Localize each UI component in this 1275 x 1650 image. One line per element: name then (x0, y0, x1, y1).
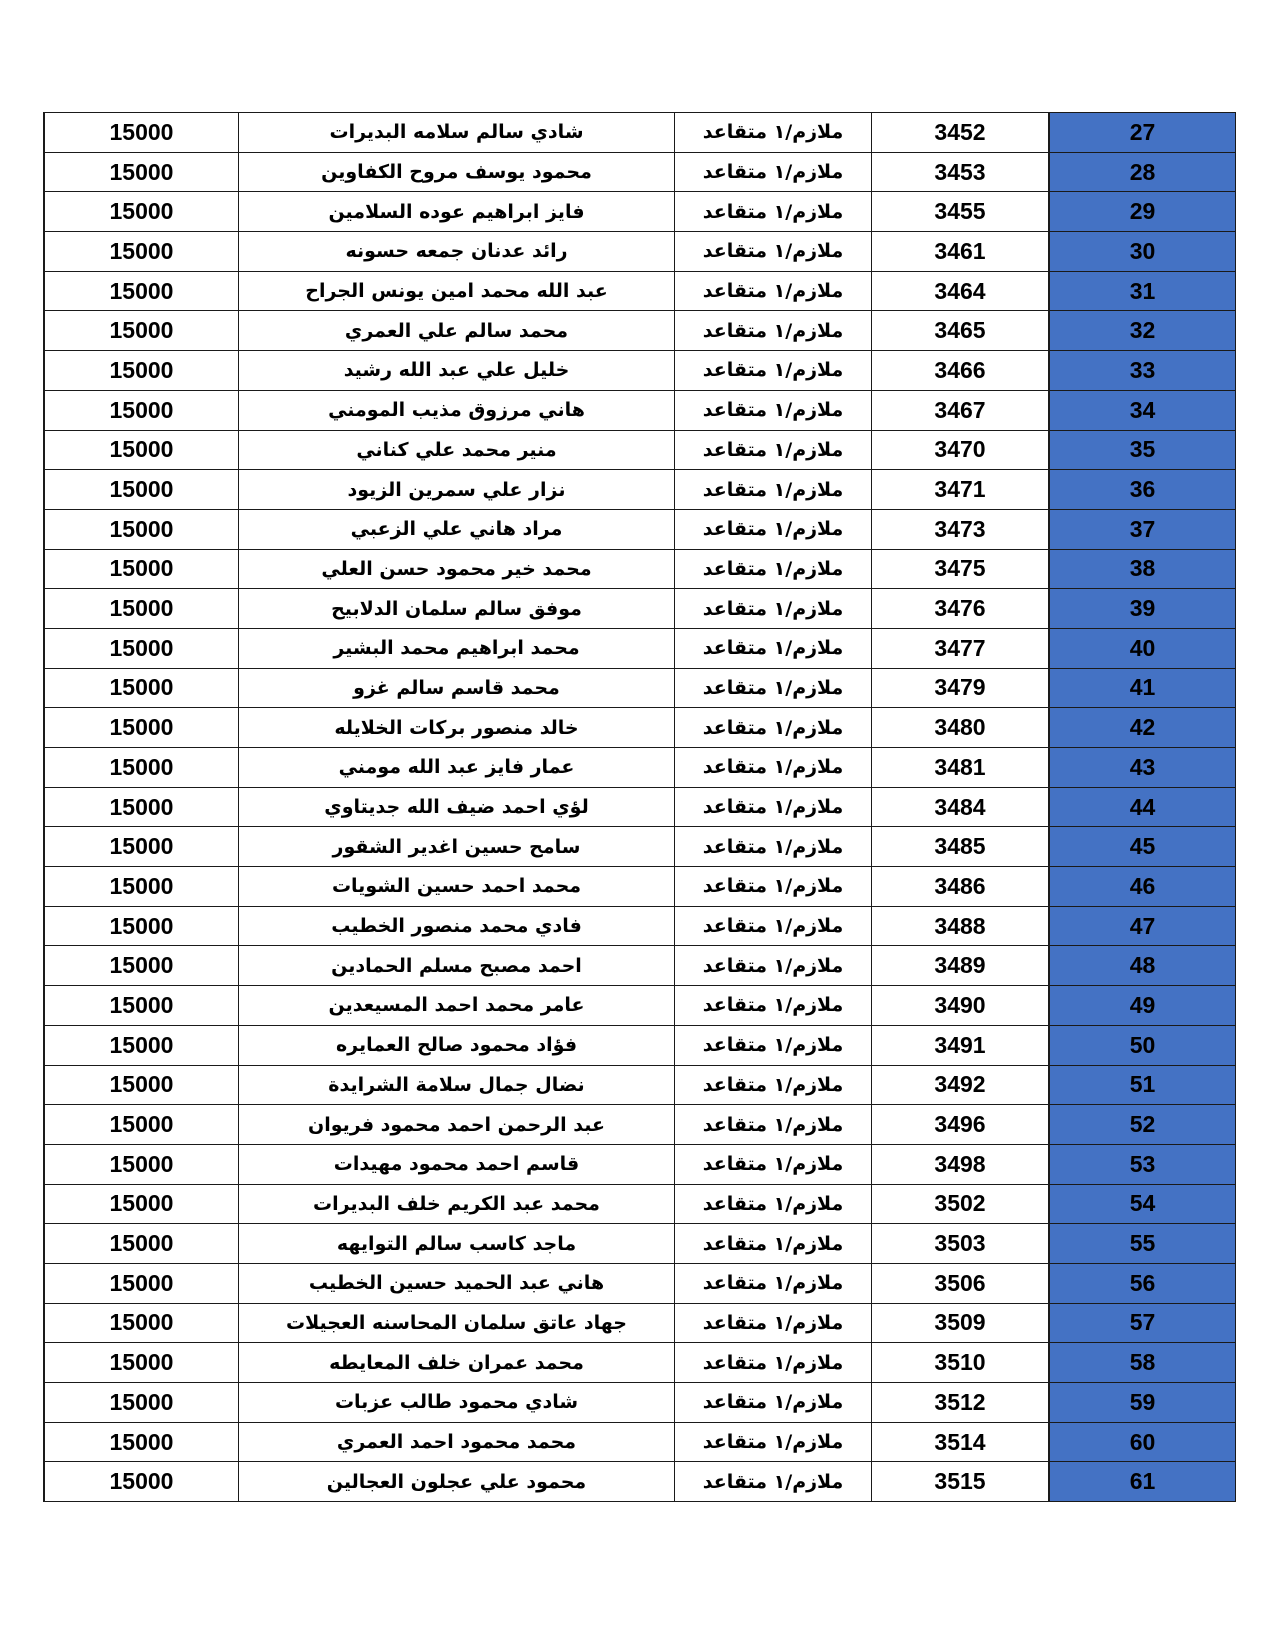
amount-cell: 15000 (44, 986, 239, 1026)
military-number-cell: 3473 (872, 509, 1050, 549)
amount-cell: 15000 (44, 1105, 239, 1145)
table-row (44, 311, 1236, 351)
name-cell: خالد منصور بركات الخلايله (239, 708, 675, 748)
name-cell: عمار فايز عبد الله مومني (239, 748, 675, 788)
rank-cell: ملازم/١ متقاعد (675, 271, 872, 311)
military-number-cell: 3466 (872, 351, 1050, 391)
amount-cell: 15000 (44, 470, 239, 510)
name-cell: محمد سالم علي العمري (239, 311, 675, 351)
rank-cell: ملازم/١ متقاعد (675, 192, 872, 232)
name-cell: محمد محمود احمد العمري (239, 1422, 675, 1462)
name-cell: نزار علي سمرين الزيود (239, 470, 675, 510)
military-number-cell: 3490 (872, 986, 1050, 1026)
table-row (44, 351, 1236, 391)
rank-cell: ملازم/١ متقاعد (675, 748, 872, 788)
table-row (44, 1184, 1236, 1224)
sequence-number-cell: 55 (1049, 1224, 1236, 1264)
rank-cell: ملازم/١ متقاعد (675, 708, 872, 748)
sequence-number-cell: 31 (1049, 271, 1236, 311)
amount-cell: 15000 (44, 748, 239, 788)
military-number-cell: 3502 (872, 1184, 1050, 1224)
name-cell: رائد عدنان جمعه حسونه (239, 232, 675, 272)
rank-cell: ملازم/١ متقاعد (675, 1224, 872, 1264)
table-row (44, 906, 1236, 946)
amount-cell: 15000 (44, 1383, 239, 1423)
rank-cell: ملازم/١ متقاعد (675, 827, 872, 867)
amount-cell: 15000 (44, 787, 239, 827)
military-number-cell: 3481 (872, 748, 1050, 788)
amount-cell: 15000 (44, 152, 239, 192)
table-row (44, 867, 1236, 907)
military-number-cell: 3484 (872, 787, 1050, 827)
table-row (44, 1422, 1236, 1462)
rank-cell: ملازم/١ متقاعد (675, 1025, 872, 1065)
name-cell: قاسم احمد محمود مهيدات (239, 1144, 675, 1184)
rank-cell: ملازم/١ متقاعد (675, 549, 872, 589)
table-row (44, 152, 1236, 192)
table-row (44, 271, 1236, 311)
amount-cell: 15000 (44, 1263, 239, 1303)
name-cell: ماجد كاسب سالم التوايهه (239, 1224, 675, 1264)
military-number-cell: 3480 (872, 708, 1050, 748)
amount-cell: 15000 (44, 390, 239, 430)
table-row (44, 589, 1236, 629)
name-cell: احمد مصبح مسلم الحمادين (239, 946, 675, 986)
sequence-number-cell: 61 (1049, 1462, 1236, 1502)
name-cell: محمد قاسم سالم غزو (239, 668, 675, 708)
rank-cell: ملازم/١ متقاعد (675, 1065, 872, 1105)
rank-cell: ملازم/١ متقاعد (675, 628, 872, 668)
military-number-cell: 3486 (872, 867, 1050, 907)
sequence-number-cell: 35 (1049, 430, 1236, 470)
amount-cell: 15000 (44, 509, 239, 549)
table-row (44, 787, 1236, 827)
rank-cell: ملازم/١ متقاعد (675, 1462, 872, 1502)
name-cell: لؤي احمد ضيف الله جديتاوي (239, 787, 675, 827)
table-row (44, 430, 1236, 470)
amount-cell: 15000 (44, 311, 239, 351)
amount-cell: 15000 (44, 1462, 239, 1502)
sequence-number-cell: 32 (1049, 311, 1236, 351)
sequence-number-cell: 37 (1049, 509, 1236, 549)
amount-cell: 15000 (44, 1025, 239, 1065)
rank-cell: ملازم/١ متقاعد (675, 232, 872, 272)
amount-cell: 15000 (44, 1144, 239, 1184)
military-number-cell: 3498 (872, 1144, 1050, 1184)
rank-cell: ملازم/١ متقاعد (675, 152, 872, 192)
sequence-number-cell: 51 (1049, 1065, 1236, 1105)
sequence-number-cell: 30 (1049, 232, 1236, 272)
rank-cell: ملازم/١ متقاعد (675, 1303, 872, 1343)
table-row (44, 628, 1236, 668)
name-cell: فادي محمد منصور الخطيب (239, 906, 675, 946)
military-number-cell: 3506 (872, 1263, 1050, 1303)
rank-cell: ملازم/١ متقاعد (675, 1144, 872, 1184)
military-number-cell: 3470 (872, 430, 1050, 470)
table-row (44, 470, 1236, 510)
rank-cell: ملازم/١ متقاعد (675, 589, 872, 629)
table-row (44, 1025, 1236, 1065)
military-number-cell: 3509 (872, 1303, 1050, 1343)
table-row (44, 748, 1236, 788)
table-row (44, 549, 1236, 589)
amount-cell: 15000 (44, 351, 239, 391)
rank-cell: ملازم/١ متقاعد (675, 351, 872, 391)
rank-cell: ملازم/١ متقاعد (675, 509, 872, 549)
name-cell: مراد هاني علي الزعبي (239, 509, 675, 549)
rank-cell: ملازم/١ متقاعد (675, 1263, 872, 1303)
sequence-number-cell: 39 (1049, 589, 1236, 629)
name-cell: موفق سالم سلمان الدلابيح (239, 589, 675, 629)
table-row (44, 1224, 1236, 1264)
table-row (44, 1343, 1236, 1383)
amount-cell: 15000 (44, 430, 239, 470)
table-row (44, 192, 1236, 232)
rank-cell: ملازم/١ متقاعد (675, 787, 872, 827)
sequence-number-cell: 48 (1049, 946, 1236, 986)
rank-cell: ملازم/١ متقاعد (675, 390, 872, 430)
military-number-cell: 3510 (872, 1343, 1050, 1383)
sequence-number-cell: 33 (1049, 351, 1236, 391)
military-number-cell: 3491 (872, 1025, 1050, 1065)
name-cell: نضال جمال سلامة الشرايدة (239, 1065, 675, 1105)
amount-cell: 15000 (44, 708, 239, 748)
name-cell: منير محمد علي كناني (239, 430, 675, 470)
table-row (44, 946, 1236, 986)
amount-cell: 15000 (44, 906, 239, 946)
rank-cell: ملازم/١ متقاعد (675, 986, 872, 1026)
sequence-number-cell: 29 (1049, 192, 1236, 232)
military-number-cell: 3492 (872, 1065, 1050, 1105)
military-number-cell: 3475 (872, 549, 1050, 589)
rank-cell: ملازم/١ متقاعد (675, 470, 872, 510)
amount-cell: 15000 (44, 668, 239, 708)
table-row (44, 390, 1236, 430)
amount-cell: 15000 (44, 113, 239, 153)
sequence-number-cell: 41 (1049, 668, 1236, 708)
amount-cell: 15000 (44, 271, 239, 311)
rank-cell: ملازم/١ متقاعد (675, 1105, 872, 1145)
name-cell: خليل علي عبد الله رشيد (239, 351, 675, 391)
rank-cell: ملازم/١ متقاعد (675, 946, 872, 986)
name-cell: محمد ابراهيم محمد البشير (239, 628, 675, 668)
name-cell: هاني عبد الحميد حسين الخطيب (239, 1263, 675, 1303)
name-cell: عبد الرحمن احمد محمود فريوان (239, 1105, 675, 1145)
sequence-number-cell: 54 (1049, 1184, 1236, 1224)
retirees-table (43, 112, 1236, 1502)
amount-cell: 15000 (44, 192, 239, 232)
amount-cell: 15000 (44, 867, 239, 907)
amount-cell: 15000 (44, 1224, 239, 1264)
sequence-number-cell: 43 (1049, 748, 1236, 788)
sequence-number-cell: 50 (1049, 1025, 1236, 1065)
name-cell: جهاد عاتق سلمان المحاسنه العجيلات (239, 1303, 675, 1343)
sequence-number-cell: 28 (1049, 152, 1236, 192)
name-cell: محمد خير محمود حسن العلي (239, 549, 675, 589)
sequence-number-cell: 44 (1049, 787, 1236, 827)
sequence-number-cell: 38 (1049, 549, 1236, 589)
rank-cell: ملازم/١ متقاعد (675, 1184, 872, 1224)
table-row (44, 708, 1236, 748)
sequence-number-cell: 27 (1049, 113, 1236, 153)
table-row (44, 1144, 1236, 1184)
sequence-number-cell: 52 (1049, 1105, 1236, 1145)
name-cell: فايز ابراهيم عوده السلامين (239, 192, 675, 232)
name-cell: عامر محمد احمد المسيعدين (239, 986, 675, 1026)
name-cell: عبد الله محمد امين يونس الجراح (239, 271, 675, 311)
military-number-cell: 3476 (872, 589, 1050, 629)
military-number-cell: 3488 (872, 906, 1050, 946)
military-number-cell: 3455 (872, 192, 1050, 232)
name-cell: هاني مرزوق مذيب المومني (239, 390, 675, 430)
amount-cell: 15000 (44, 549, 239, 589)
military-number-cell: 3465 (872, 311, 1050, 351)
table-row (44, 509, 1236, 549)
amount-cell: 15000 (44, 1422, 239, 1462)
military-number-cell: 3461 (872, 232, 1050, 272)
name-cell: سامح حسين اغدير الشقور (239, 827, 675, 867)
sequence-number-cell: 42 (1049, 708, 1236, 748)
rank-cell: ملازم/١ متقاعد (675, 1383, 872, 1423)
amount-cell: 15000 (44, 1303, 239, 1343)
military-number-cell: 3477 (872, 628, 1050, 668)
military-number-cell: 3467 (872, 390, 1050, 430)
military-number-cell: 3489 (872, 946, 1050, 986)
military-number-cell: 3514 (872, 1422, 1050, 1462)
sequence-number-cell: 47 (1049, 906, 1236, 946)
amount-cell: 15000 (44, 589, 239, 629)
military-number-cell: 3503 (872, 1224, 1050, 1264)
name-cell: شادي سالم سلامه البديرات (239, 113, 675, 153)
rank-cell: ملازم/١ متقاعد (675, 867, 872, 907)
military-number-cell: 3512 (872, 1383, 1050, 1423)
amount-cell: 15000 (44, 827, 239, 867)
name-cell: محمود علي عجلون العجالين (239, 1462, 675, 1502)
sequence-number-cell: 40 (1049, 628, 1236, 668)
table-row (44, 1263, 1236, 1303)
table-row (44, 113, 1236, 153)
name-cell: شادي محمود طالب عزبات (239, 1383, 675, 1423)
amount-cell: 15000 (44, 1065, 239, 1105)
military-number-cell: 3515 (872, 1462, 1050, 1502)
sequence-number-cell: 59 (1049, 1383, 1236, 1423)
table-row (44, 1065, 1236, 1105)
rank-cell: ملازم/١ متقاعد (675, 430, 872, 470)
table-row (44, 986, 1236, 1026)
military-number-cell: 3485 (872, 827, 1050, 867)
name-cell: فؤاد محمود صالح العمايره (239, 1025, 675, 1065)
sequence-number-cell: 57 (1049, 1303, 1236, 1343)
retirees-table-body (44, 113, 1236, 1502)
military-number-cell: 3479 (872, 668, 1050, 708)
table-row (44, 1383, 1236, 1423)
table-row (44, 1105, 1236, 1145)
sequence-number-cell: 46 (1049, 867, 1236, 907)
table-row (44, 1303, 1236, 1343)
sequence-number-cell: 60 (1049, 1422, 1236, 1462)
sequence-number-cell: 34 (1049, 390, 1236, 430)
name-cell: محمد عبد الكريم خلف البديرات (239, 1184, 675, 1224)
amount-cell: 15000 (44, 946, 239, 986)
table-row (44, 1462, 1236, 1502)
rank-cell: ملازم/١ متقاعد (675, 311, 872, 351)
amount-cell: 15000 (44, 628, 239, 668)
rank-cell: ملازم/١ متقاعد (675, 906, 872, 946)
military-number-cell: 3453 (872, 152, 1050, 192)
sequence-number-cell: 53 (1049, 1144, 1236, 1184)
military-number-cell: 3464 (872, 271, 1050, 311)
sequence-number-cell: 45 (1049, 827, 1236, 867)
rank-cell: ملازم/١ متقاعد (675, 113, 872, 153)
table-row (44, 232, 1236, 272)
rank-cell: ملازم/١ متقاعد (675, 1343, 872, 1383)
table-row (44, 827, 1236, 867)
sequence-number-cell: 58 (1049, 1343, 1236, 1383)
name-cell: محمد عمران خلف المعايطه (239, 1343, 675, 1383)
sequence-number-cell: 49 (1049, 986, 1236, 1026)
amount-cell: 15000 (44, 232, 239, 272)
table-row (44, 668, 1236, 708)
amount-cell: 15000 (44, 1343, 239, 1383)
name-cell: محمد احمد حسين الشويات (239, 867, 675, 907)
military-number-cell: 3471 (872, 470, 1050, 510)
amount-cell: 15000 (44, 1184, 239, 1224)
military-number-cell: 3452 (872, 113, 1050, 153)
military-number-cell: 3496 (872, 1105, 1050, 1145)
rank-cell: ملازم/١ متقاعد (675, 1422, 872, 1462)
rank-cell: ملازم/١ متقاعد (675, 668, 872, 708)
sequence-number-cell: 36 (1049, 470, 1236, 510)
sequence-number-cell: 56 (1049, 1263, 1236, 1303)
name-cell: محمود يوسف مروح الكفاوين (239, 152, 675, 192)
